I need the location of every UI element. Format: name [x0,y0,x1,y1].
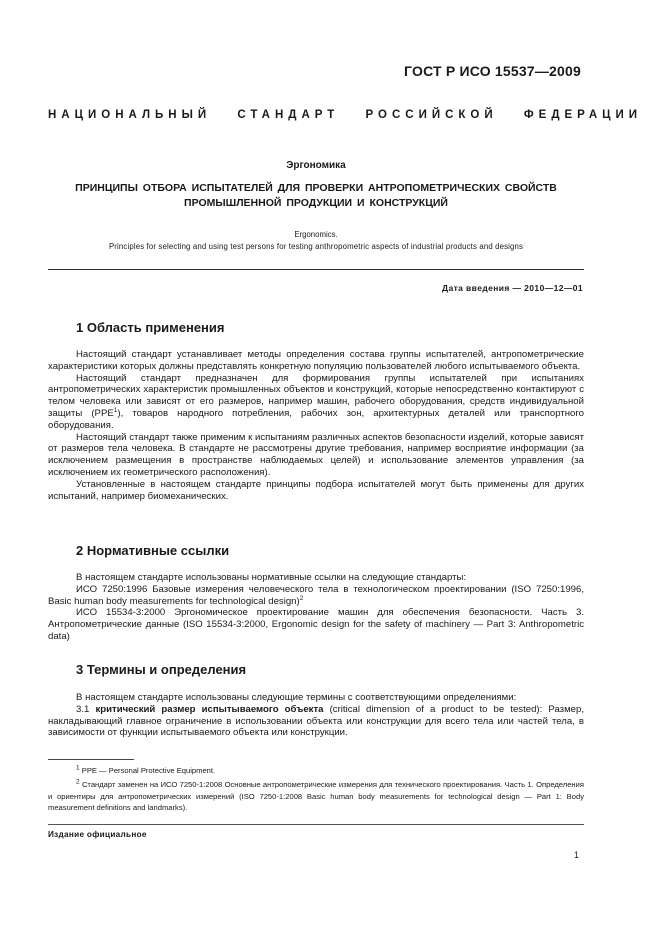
section-2-heading: 2 Нормативные ссылки [76,543,230,558]
text-span: ), товаров народного потребления, рабочих зон, архитектурных деталей или транспортного оборудования. [48,407,584,431]
section-1-paragraph: Настоящий стандарт устанавливает методы определения состава группы испытателей, антропометрические характеристики которых должны представлять конкретную популяцию пользователей любого испытываемого объекта. [48,349,584,372]
term-number: 3.1 [76,703,90,715]
section-3-heading: 3 Термины и определения [76,662,247,677]
page-number: 1 [573,850,579,860]
term-name: критический размер испытываемого объекта [95,703,324,715]
term-definition-text: Размер, накладывающий главное ограничение в использовании объекта или конструкции для всего тела или частей тела, в зависимости от функции испытываемого объекта или конструкции. [48,703,585,739]
term-english: (critical dimension of a product to be tested): [329,703,543,715]
section-2-paragraph: ИСО 15534-3:2000 Эргономическое проектирование машин для обеспечения безопасности. Часть 3. Антропометрические данные (ISO 15534-3:2000, Ergonomic design for the safety of machinery — Part 3: Anthropometric data) [48,607,584,642]
footnote-text: PPE — Personal Protective Equipment. [81,766,216,775]
section-2-paragraph: В настоящем стандарте использованы нормативные ссылки на следующие стандарты: [76,572,467,583]
term-definition [48,704,584,739]
section-2-body [48,572,584,643]
section-1-body [48,349,584,502]
section-1-heading: 1 Область применения [76,320,225,335]
footnote-text: Стандарт заменен на ИСО 7250-1:2008 Основные антропометрические измерения для технического проектирования. Часть 1. Определения и ориентиры для антропометрических измерений (ISO 7250-1:2008 Basic human body measurements for technological design — Part 1: Body measurement definitions and landmarks). [48,780,584,813]
document-number: ГОСТ Р ИСО 15537—2009 [404,63,581,79]
footnote-mark: 1 [76,764,80,772]
footnotes [48,765,584,817]
footnote-2 [48,779,584,813]
edition-label: Издание официальное [48,830,147,839]
section-3-body [48,692,584,739]
section-1-paragraph: Установленные в настоящем стандарте принципы подбора испытателей могут быть применены для других испытаний, например биомеханических. [48,478,584,502]
subject-ru: Эргономика [286,160,346,171]
text-span: ИСО 7250:1996 Базовые измерения человеческого тела в технологическом проектировании (ISO 7250:1996, Basic human body measurements for technological design) [48,583,584,607]
national-standard-header: НАЦИОНАЛЬНЫЙ СТАНДАРТ РОССИЙСКОЙ ФЕДЕРАЦИИ [48,109,643,121]
section-1-paragraph: Настоящий стандарт также применим к испытаниям различных аспектов безопасности изделий, которые зависят от размеров тела человека. В стандарте не рассмотрены другие требования, например восприятие информации (за исключением размещения в пространстве наблюдаемых целей) и использование элементов управления (за исключением их геометрического расположения). [48,431,584,478]
section-1-paragraph [48,373,584,432]
footnote-rule [48,759,134,760]
text-span: Настоящий стандарт предназначен для формирования группы испытателей при испытаниях антропометрических характеристик промышленных объектов и конструкций, которые непосредственно контактируют с телом человека или зависят от его размеров, например машин, рабочего оборудования, средств индивидуальной защиты (PPE [48,372,584,419]
footnote-ref: 2 [299,594,304,602]
edition-rule [48,824,584,825]
section-2-paragraph [48,584,584,608]
footnote-1 [48,765,584,776]
footnote-ref: 1 [113,406,118,414]
title-en: Principles for selecting and using test persons for testing anthropometric aspects of industrial products and designs [108,242,524,251]
title-ru: ПРИНЦИПЫ ОТБОРА ИСПЫТАТЕЛЕЙ ДЛЯ ПРОВЕРКИ АНТРОПОМЕТРИЧЕСКИХ СВОЙСТВ ПРОМЫШЛЕННОЙ ПРОДУКЦИИ И КОНСТРУКЦИЙ [75,182,557,209]
title-divider [48,269,584,270]
intro-date: Дата введения — 2010—12—01 [442,283,583,293]
subject-en: Ergonomics. [294,230,338,239]
footnote-mark: 2 [76,778,80,786]
section-3-paragraph: В настоящем стандарте использованы следующие термины с соответствующими определениями: [76,692,517,703]
